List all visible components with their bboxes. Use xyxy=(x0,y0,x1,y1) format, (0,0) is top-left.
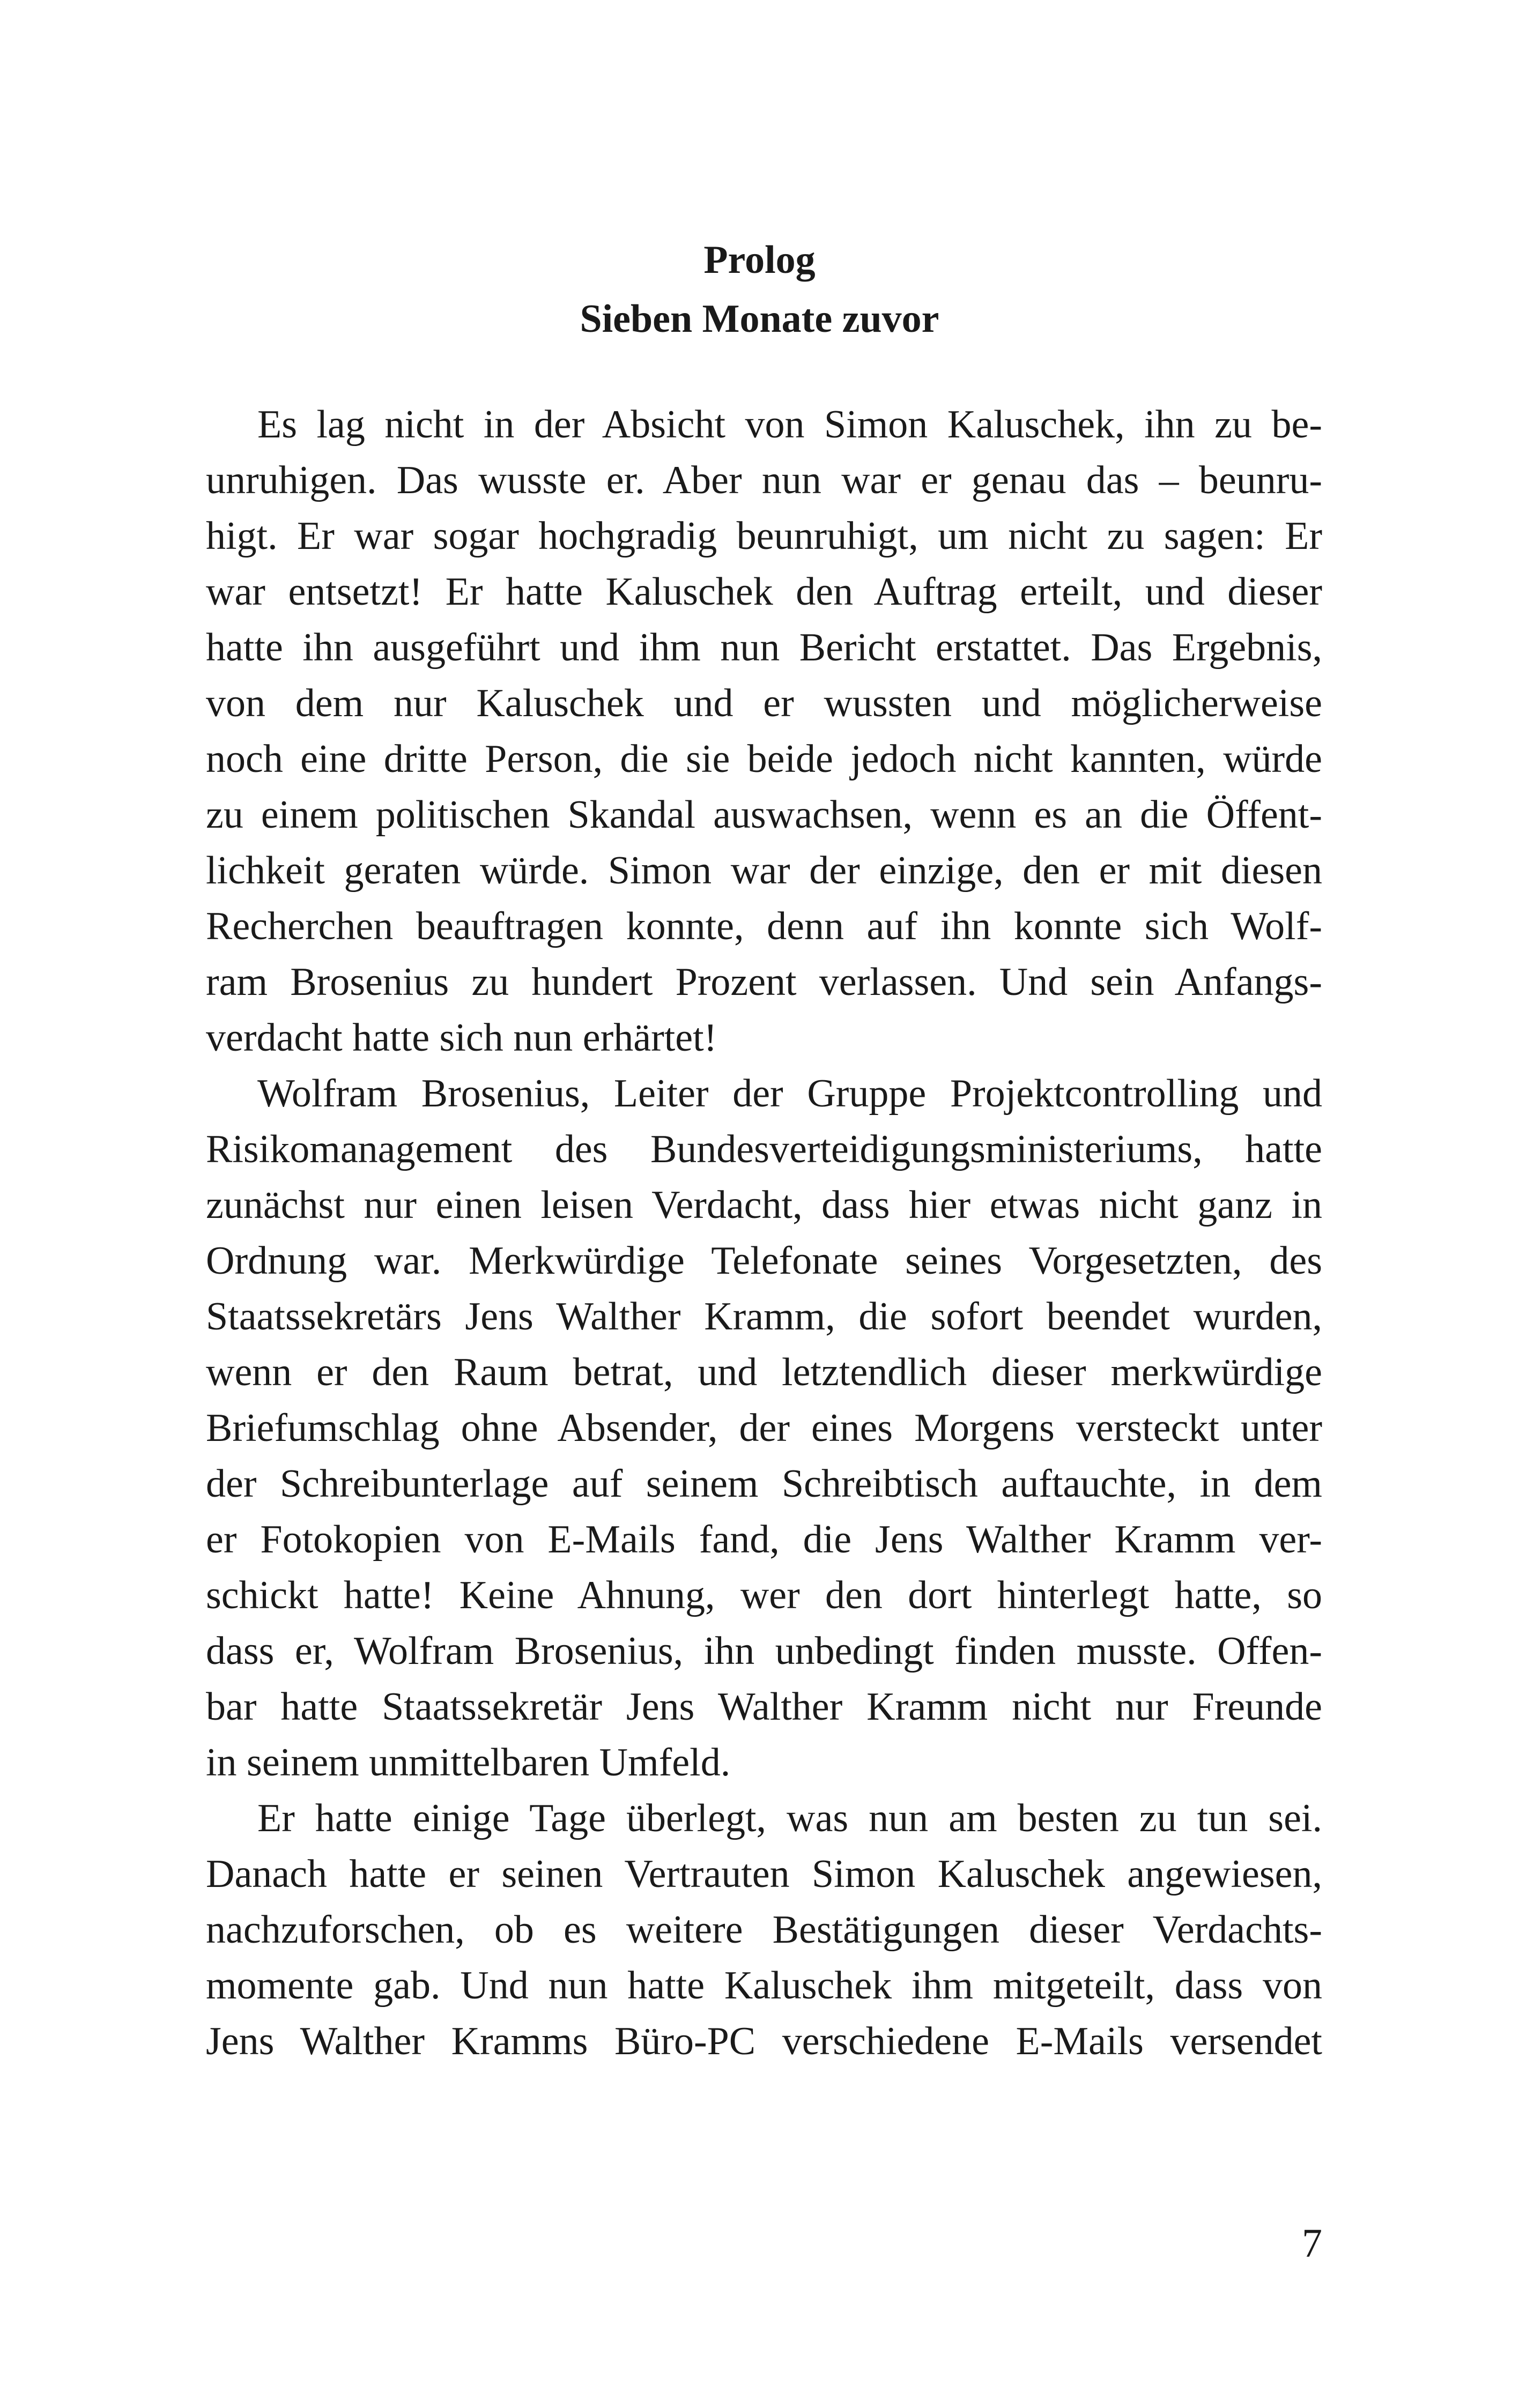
text-line: der Schreibunterlage auf seinem Schreibtisch auftauchte, in dem xyxy=(206,1462,1322,1506)
text-line: noch eine dritte Person, die sie beide jedoch nicht kannten, würde xyxy=(206,737,1322,781)
text-line: in seinem unmittelbaren Umfeld. xyxy=(206,1741,731,1785)
text-line: nachzuforschen, ob es weitere Bestätigungen dieser Verdachts- xyxy=(206,1908,1322,1952)
text-line: Es lag nicht in der Absicht von Simon Kaluschek, ihn zu be- xyxy=(257,403,1322,447)
text-line: ram Brosenius zu hundert Prozent verlassen. Und sein Anfangs- xyxy=(206,960,1322,1004)
chapter-subtitle: Sieben Monate zuvor xyxy=(580,297,939,341)
text-line: bar hatte Staatssekretär Jens Walther Kramm nicht nur Freunde xyxy=(206,1685,1322,1729)
text-line: wenn er den Raum betrat, und letztendlich dieser merkwürdige xyxy=(206,1350,1322,1394)
text-line: Er hatte einige Tage überlegt, was nun am besten zu tun sei. xyxy=(257,1796,1322,1840)
text-line: hatte ihn ausgeführt und ihm nun Bericht erstattet. Das Ergebnis, xyxy=(206,626,1322,670)
body-text xyxy=(206,397,1322,2069)
text-line: lichkeit geraten würde. Simon war der einzige, den er mit diesen xyxy=(206,849,1322,893)
text-line: Danach hatte er seinen Vertrauten Simon Kaluschek angewiesen, xyxy=(206,1852,1322,1896)
chapter-title: Prolog xyxy=(703,238,816,282)
text-line: Wolfram Brosenius, Leiter der Gruppe Projektcontrolling und xyxy=(257,1072,1322,1116)
paragraph-2 xyxy=(206,1066,1322,1790)
text-line: Staatssekretärs Jens Walther Kramm, die sofort beendet wurden, xyxy=(206,1295,1322,1339)
text-line: momente gab. Und nun hatte Kaluschek ihm mitgeteilt, dass von xyxy=(206,1964,1322,2008)
text-line: Recherchen beauftragen konnte, denn auf ihn konnte sich Wolf- xyxy=(206,904,1322,948)
page-number: 7 xyxy=(1302,2221,1322,2266)
text-line: Briefumschlag ohne Absender, der eines Morgens versteckt unter xyxy=(206,1406,1322,1450)
paragraph-3 xyxy=(206,1790,1322,2069)
text-line: Jens Walther Kramms Büro-PC verschiedene E-Mails versendet xyxy=(206,2019,1322,2063)
text-line: Ordnung war. Merkwürdige Telefonate seines Vorgesetzten, des xyxy=(206,1239,1322,1283)
text-line: dass er, Wolfram Brosenius, ihn unbedingt finden musste. Offen- xyxy=(206,1629,1322,1673)
text-line: zunächst nur einen leisen Verdacht, dass hier etwas nicht ganz in xyxy=(206,1183,1322,1227)
text-line: schickt hatte! Keine Ahnung, wer den dort hinterlegt hatte, so xyxy=(206,1573,1322,1617)
paragraph-1 xyxy=(206,397,1322,1066)
text-line: higt. Er war sogar hochgradig beunruhigt, um nicht zu sagen: Er xyxy=(206,514,1322,558)
text-line: unruhigen. Das wusste er. Aber nun war er genau das – beunru- xyxy=(206,458,1322,502)
text-line: verdacht hatte sich nun erhärtet! xyxy=(206,1016,717,1060)
text-line: von dem nur Kaluschek und er wussten und möglicherweise xyxy=(206,681,1322,725)
text-line: war entsetzt! Er hatte Kaluschek den Auftrag erteilt, und dieser xyxy=(206,570,1322,614)
text-line: zu einem politischen Skandal auswachsen, wenn es an die Öffent- xyxy=(206,793,1322,837)
text-line: er Fotokopien von E-Mails fand, die Jens Walther Kramm ver- xyxy=(206,1518,1322,1562)
text-line: Risikomanagement des Bundesverteidigungsministeriums, hatte xyxy=(206,1127,1322,1171)
